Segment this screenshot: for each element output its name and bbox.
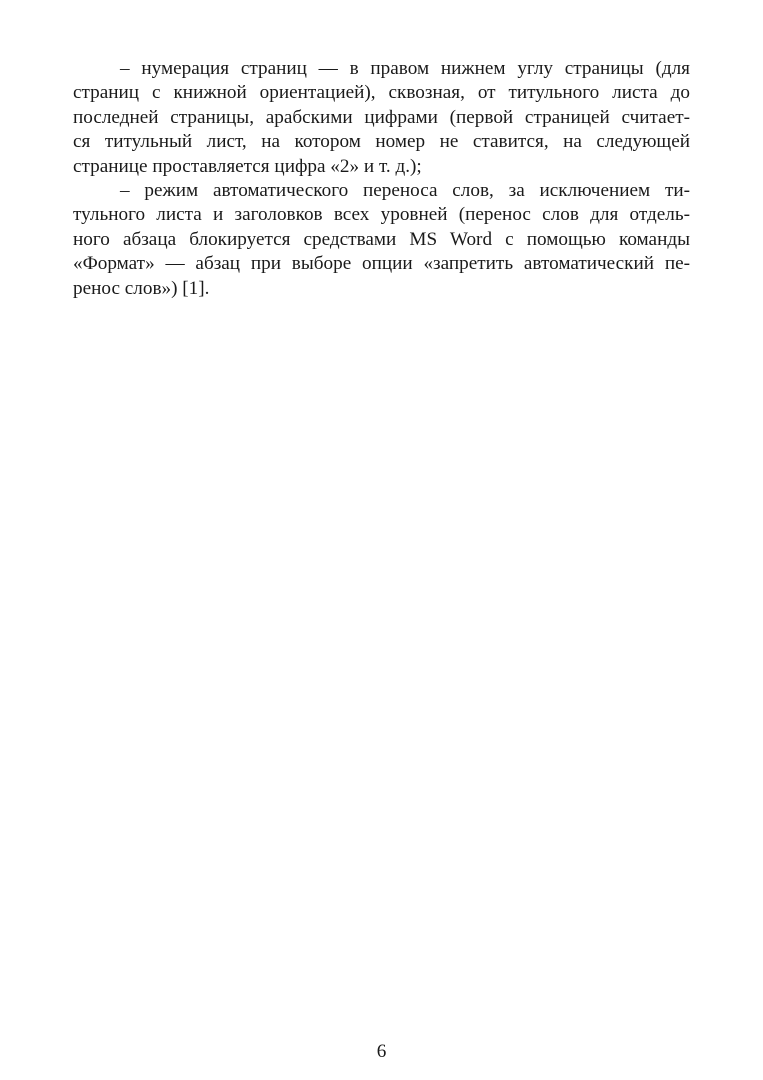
text-line: ренос слов») [1]. <box>73 277 210 299</box>
text-line: ся титульный лист, на котором номер не ставится, на следующей <box>73 131 690 153</box>
text-line: – нумерация страниц — в правом нижнем углу страницы (для <box>120 58 690 79</box>
text-line: «Формат» — абзац при выборе опции «запретить автоматический пе- <box>73 253 690 275</box>
text-line: ного абзаца блокируется средствами MS Word с помощью команды <box>73 228 690 250</box>
paragraph-hyphenation <box>73 179 690 301</box>
page-number: 6 <box>376 1041 387 1062</box>
text-line: последней страницы, арабскими цифрами (первой страницей считает- <box>73 106 690 128</box>
text-line: странице проставляется цифра «2» и т. д.); <box>73 155 422 177</box>
text-line: тульного листа и заголовков всех уровней (перенос слов для отдель- <box>73 204 690 226</box>
text-line: страниц с книжной ориентацией), сквозная, от титульного листа до <box>73 82 690 104</box>
body-text <box>73 57 690 301</box>
text-line: – режим автоматического переноса слов, за исключением ти- <box>120 179 690 201</box>
paragraph-page-numbering <box>73 57 690 179</box>
